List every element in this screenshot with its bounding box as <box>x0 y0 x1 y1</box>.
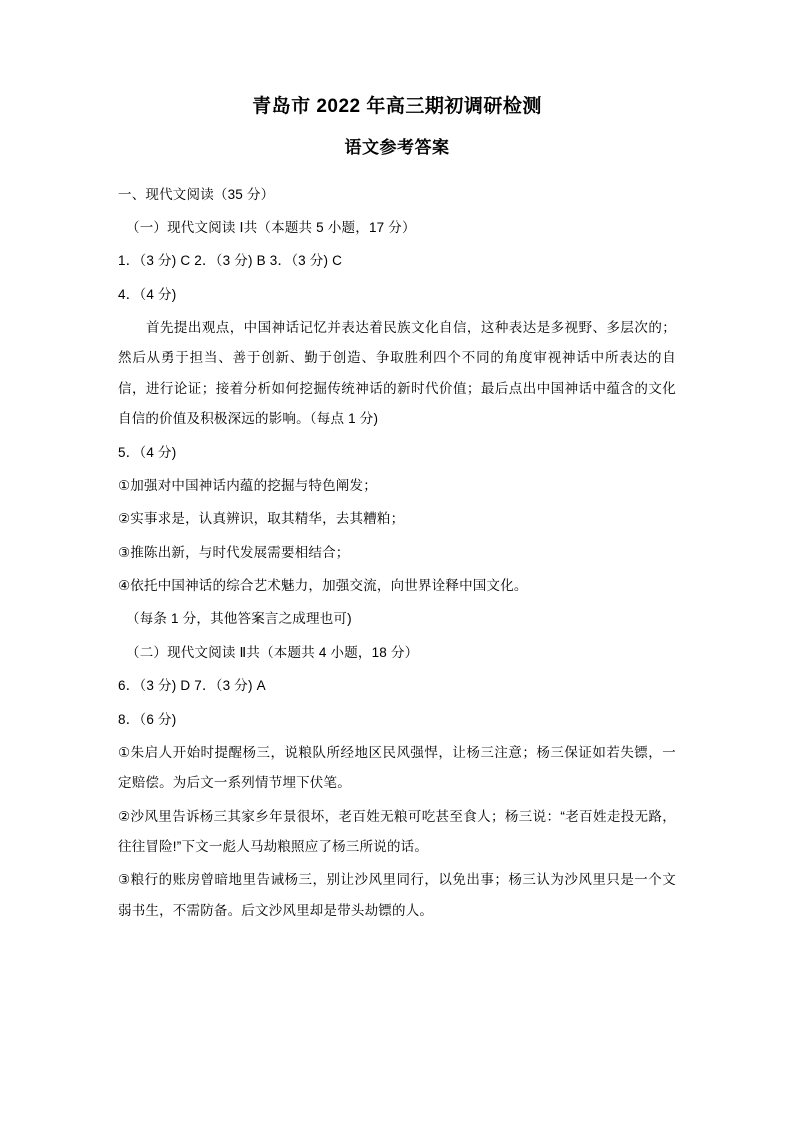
question-5-item-4: ④依托中国神话的综合艺术魅力，加强交流，向世界诠释中国文化。 <box>118 578 528 594</box>
subsection-heading-reading-one: （一）现代文阅读 Ⅰ共（本题共 5 小题，17 分） <box>126 219 416 235</box>
question-8-item-2: ②沙风里告诉杨三其家乡年景很坏，老百姓无粮可吃甚至食人；杨三说：“老百姓走投无路，往往冒险!”下文一彪人马劫粮照应了杨三所说的话。 <box>118 808 676 855</box>
page-subtitle: 语文参考答案 <box>344 138 450 158</box>
question-5-note: （每条 1 分，其他答案言之成理也可) <box>126 611 352 627</box>
question-5-item-1: ①加强对中国神话内蕴的挖掘与特色阐发； <box>118 477 377 493</box>
question-8-label: 8．（6 分) <box>118 711 177 727</box>
subsection-heading-reading-two: （二）现代文阅读 Ⅱ共（本题共 4 小题，18 分） <box>126 644 419 660</box>
page-title: 青岛市 2022 年高三期初调研检测 <box>252 96 542 117</box>
question-5-item-2: ②实事求是，认真辨识，取其精华，去其糟粕； <box>118 511 405 527</box>
question-8-item-3: ③粮行的账房曾暗地里告诫杨三，别让沙风里同行，以免出事；杨三认为沙风里只是一个文弱书生，不需防备。后文沙风里却是带头劫镖的人。 <box>118 872 676 918</box>
question-4-label: 4．（4 分) <box>118 286 177 302</box>
question-5-item-3: ③推陈出新，与时代发展需要相结合； <box>118 544 350 560</box>
section-heading-modern-reading: 一、现代文阅读（35 分） <box>118 186 275 202</box>
question-8-item-1: ①朱启人开始时提醒杨三，说粮队所经地区民风强悍，让杨三注意；杨三保证如若失镖，一定赔偿。为后文一系列情节埋下伏笔。 <box>118 744 676 791</box>
question-4-answer: 首先提出观点，中国神话记忆并表达着民族文化自信，这种表达是多视野、多层次的；然后从勇于担当、善于创新、勤于创造、争取胜利四个不同的角度审视神话中所表达的自信，进行论证；接着分析如何挖掘传统神话的新时代价值；最后点出中国神话中蕴含的文化自信的价值及积极深远的影响。（每点 1 分) <box>118 320 676 427</box>
answer-line-6-7: 6．（3 分) D 7．（3 分) A <box>118 678 266 694</box>
question-5-label: 5．（4 分) <box>118 444 177 460</box>
answer-line-1-2-3: 1．（3 分) C 2．（3 分) B 3．（3 分) C <box>118 253 343 269</box>
